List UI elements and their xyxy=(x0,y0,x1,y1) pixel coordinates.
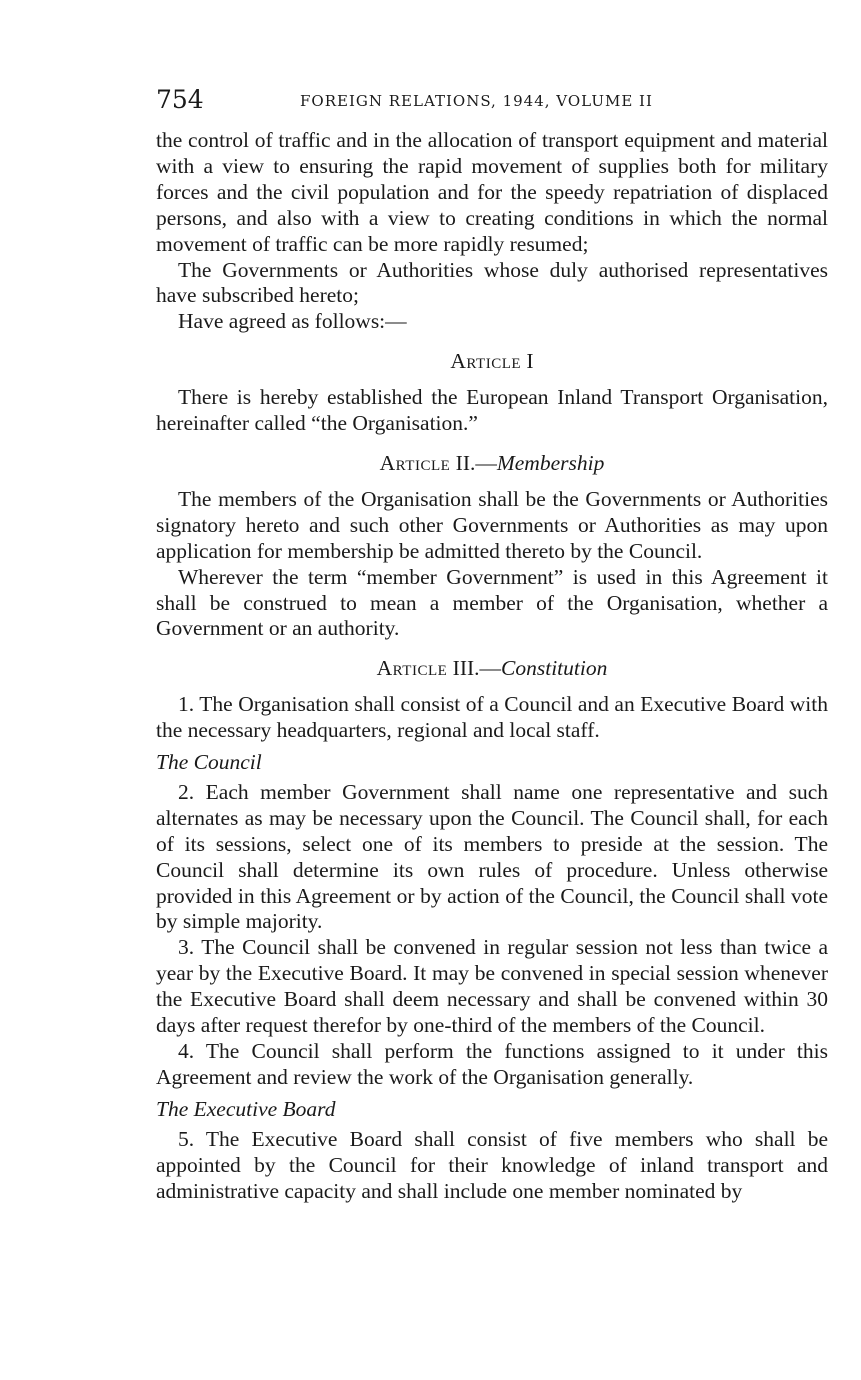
article-label: Article xyxy=(379,450,451,475)
article-2-heading xyxy=(156,451,828,477)
document-body xyxy=(156,128,828,1204)
paragraph-1: 1. The Organisation shall consist of a Council and an Executive Board with the necessary headquarters, regional and local staff. xyxy=(156,692,828,743)
article-numeral: I xyxy=(526,349,534,374)
article-numeral: III.— xyxy=(452,656,502,681)
paragraph-governments: The Governments or Authorities whose duly authorised representatives have subscribed hereto; xyxy=(156,257,828,308)
article-label: Article xyxy=(376,656,448,681)
article-1-heading xyxy=(156,349,828,375)
running-title: FOREIGN RELATIONS, 1944, VOLUME II xyxy=(300,92,653,110)
paragraph-4: 4. The Council shall perform the functions assigned to it under this Agreement and review the work of the Organisation generally. xyxy=(156,1039,828,1089)
article-3-heading xyxy=(156,656,828,682)
paragraph-article-1: There is hereby established the European Inland Transport Organisation, hereinafter called “the Organisation.” xyxy=(156,385,828,436)
paragraph-5: 5. The Executive Board shall consist of five members who shall be appointed by the Council for their knowledge of inland transport and administrative capacity and shall include one member nominated by xyxy=(156,1126,828,1203)
article-title: Constitution xyxy=(501,656,608,681)
article-numeral: II.— xyxy=(455,450,497,475)
article-label: Article xyxy=(450,349,522,374)
subheading-executive-board: The Executive Board xyxy=(156,1096,336,1121)
paragraph-term: Wherever the term “member Government” is used in this Agreement it shall be construed to mean a member of the Organisation, whether a Government or an authority. xyxy=(156,564,828,641)
page-header xyxy=(156,84,828,116)
page-number: 754 xyxy=(156,85,204,114)
paragraph-agreed: Have agreed as follows:— xyxy=(178,309,407,334)
article-title: Membership xyxy=(496,450,605,475)
subheading-council: The Council xyxy=(156,750,262,775)
paragraph-2: 2. Each member Government shall name one representative and such alternates as may be necessary upon the Council. The Council shall, for each of its sessions, select one of its members to preside at the session. The Council shall determine its own rules of procedure. Unless otherwise provided in this Agreement or by action of the Council, the Council shall vote by simple majority. xyxy=(156,779,828,934)
paragraph-3: 3. The Council shall be convened in regular session not less than twice a year by the Executive Board. It may be convened in special session whenever the Executive Board shall deem necessary and shall be convened within 30 days after request therefor by one-third of the members of the Council. xyxy=(156,935,828,1038)
paragraph-continued: the control of traffic and in the allocation of transport equipment and material with a view to ensuring the rapid movement of supplies both for military forces and the civil population and for the speedy repatriation of displaced persons, and also with a view to creating conditions in which the normal movement of traffic can be more rapidly resumed; xyxy=(156,128,828,256)
paragraph-members: The members of the Organisation shall be the Governments or Authorities signatory hereto and such other Governments or Authorities as may upon application for membership be admitted thereto by the Council. xyxy=(156,486,828,563)
